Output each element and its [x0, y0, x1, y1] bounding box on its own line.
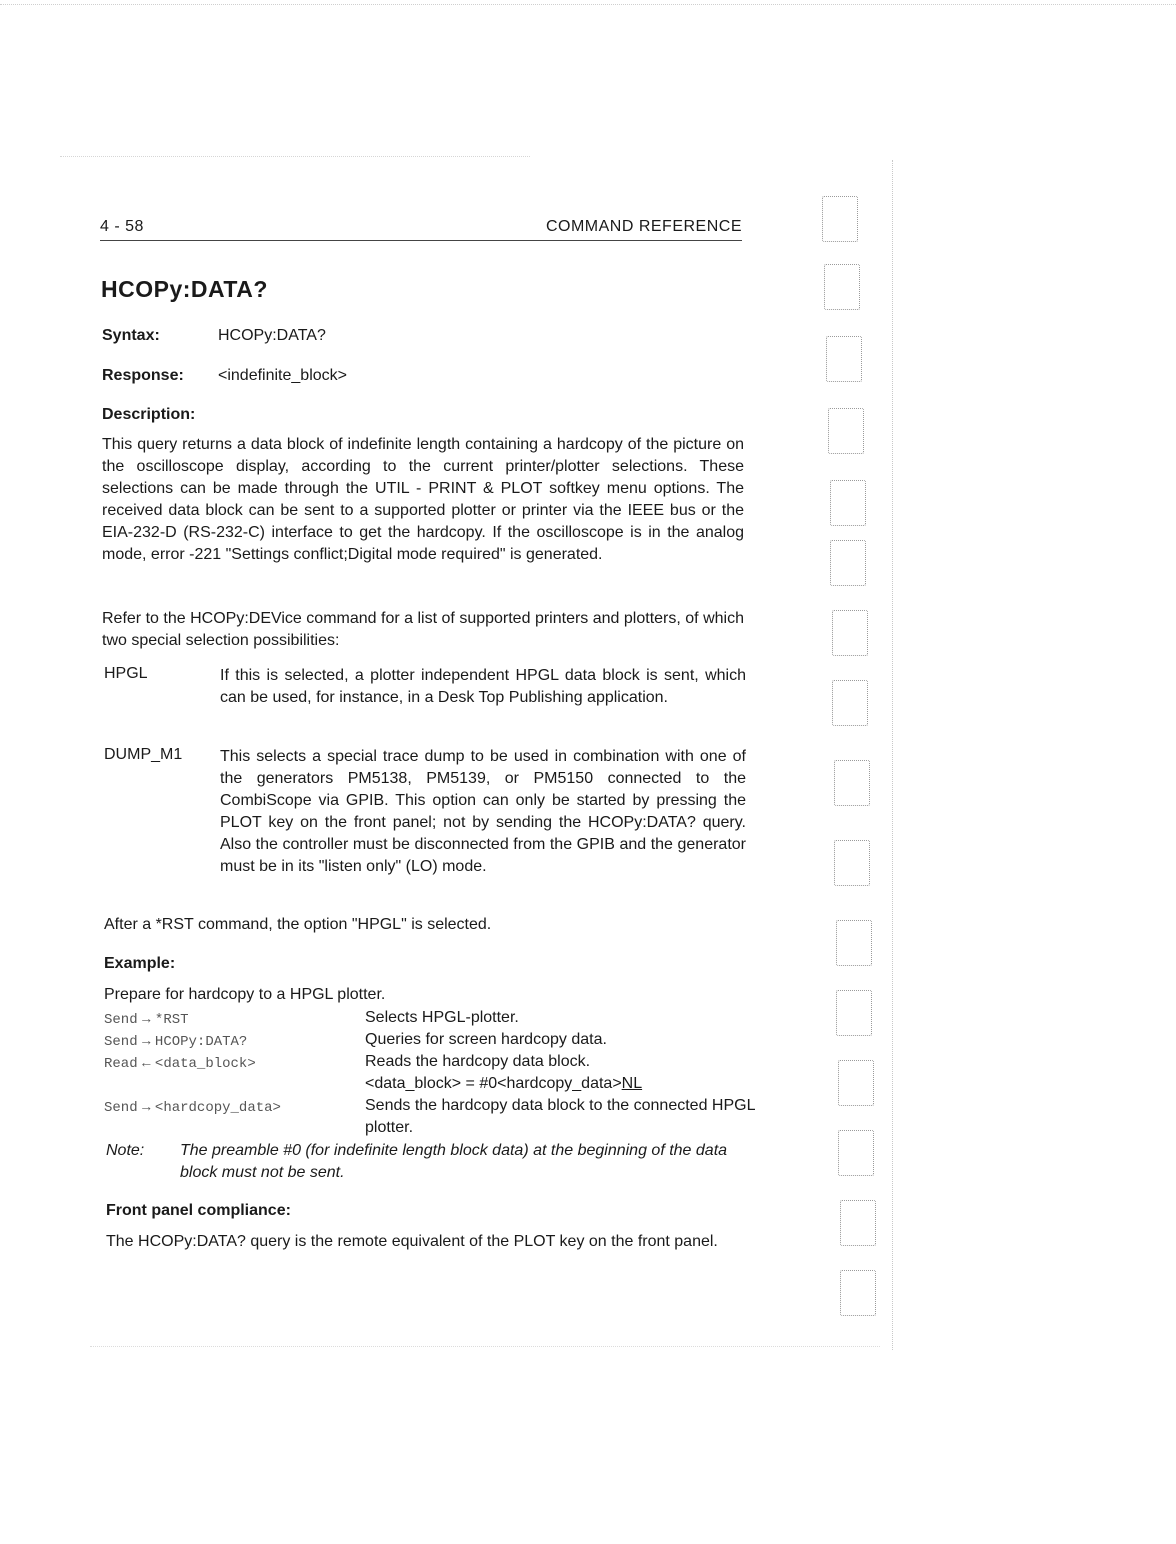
option-term-dump: DUMP_M1: [104, 746, 183, 763]
page-scan-edge: [0, 4, 1176, 5]
arrow-icon: ←: [142, 1056, 151, 1072]
example-code: <hardcopy_data>: [154, 1100, 281, 1116]
thumb-tab-mark: [840, 1270, 876, 1316]
data-block-definition: [365, 1073, 755, 1095]
front-panel-label: Front panel compliance:: [106, 1202, 291, 1219]
page-header: [100, 218, 742, 241]
thumb-tab-mark: [832, 680, 868, 726]
page-number: 4 - 58: [100, 218, 144, 235]
example-verb: Send: [104, 1100, 138, 1116]
rst-note: After a *RST command, the option "HPGL" is selected.: [104, 916, 492, 933]
note-label: Note:: [106, 1142, 145, 1159]
example-intro: Prepare for hardcopy to a HPGL plotter.: [104, 986, 386, 1003]
thumb-tab-mark: [830, 540, 866, 586]
thumb-tab-mark: [838, 1060, 874, 1106]
example-label: Example:: [104, 955, 176, 972]
thumb-tab-mark: [834, 840, 870, 886]
example-description: Queries for screen hardcopy data.: [365, 1031, 607, 1048]
response-value: <indefinite_block>: [218, 367, 347, 384]
nl-symbol: NL: [621, 1075, 643, 1092]
example-code: <data_block>: [154, 1056, 256, 1072]
thumb-tab-mark: [838, 1130, 874, 1176]
arrow-icon: →: [142, 1012, 151, 1028]
thumb-tab-mark: [830, 480, 866, 526]
example-code: *RST: [154, 1012, 189, 1028]
thumb-tab-mark: [836, 920, 872, 966]
arrow-icon: →: [142, 1100, 151, 1116]
syntax-value: HCOPy:DATA?: [218, 327, 326, 344]
syntax-label: Syntax:: [102, 327, 160, 344]
example-row: [104, 1052, 364, 1075]
description-label: Description:: [102, 406, 196, 423]
thumb-tab-mark: [824, 264, 860, 310]
thumb-tab-mark: [832, 610, 868, 656]
example-description: Sends the hardcopy data block to the connected HPGL plotter.: [365, 1097, 755, 1136]
thumb-index-strip: [812, 160, 893, 1350]
section-title: COMMAND REFERENCE: [545, 218, 742, 235]
note-text: The preamble #0 (for indefinite length block data) at the beginning of the data block must not be sent.: [180, 1142, 728, 1181]
thumb-tab-mark: [828, 408, 864, 454]
thumb-tab-mark: [834, 760, 870, 806]
example-row: [104, 1096, 364, 1119]
example-verb: Send: [104, 1034, 138, 1050]
arrow-icon: →: [142, 1034, 151, 1050]
data-block-text: <data_block> = #0<hardcopy_data>: [365, 1075, 622, 1092]
example-row: [104, 1030, 364, 1053]
example-row: [104, 1008, 364, 1031]
thumb-tab-mark: [836, 990, 872, 1036]
response-label: Response:: [102, 367, 184, 384]
scan-artifact-line-bottom: [90, 1346, 880, 1347]
command-heading: HCOPy:DATA?: [101, 276, 268, 302]
option-text-dump: This selects a special trace dump to be used in combination with one of the generators PM5138, PM5139, or PM5150 connected to the CombiScope via GPIB. This option can only be started by pressing the PLOT key on the front panel; not by sending the HCOPy:DATA? query. Also the controller must be disconnected from the GPIB and the generator must be in its "listen only" (LO) mode.: [220, 748, 746, 875]
option-text-hpgl: If this is selected, a plotter independent HPGL data block is sent, which can be used, for instance, in a Desk Top Publishing application.: [220, 667, 746, 706]
option-term-hpgl: HPGL: [104, 665, 148, 682]
thumb-tab-mark: [822, 196, 858, 242]
thumb-tab-mark: [826, 336, 862, 382]
description-paragraph: This query returns a data block of indefinite length containing a hardcopy of the picture on the oscilloscope display, according to the current printer/plotter selections. These selections can be made through the UTIL - PRINT & PLOT softkey menu options. The received data block can be sent to a supported plotter or printer via the IEEE bus or the EIA-232-D (RS-232-C) interface to get the hardcopy. If the oscilloscope is in the analog mode, error -221 "Settings conflict;Digital mode required" is generated.: [102, 436, 744, 563]
example-verb: Send: [104, 1012, 138, 1028]
thumb-tab-mark: [840, 1200, 876, 1246]
scan-artifact-line: [60, 156, 530, 157]
example-verb: Read: [104, 1056, 138, 1072]
front-panel-text: The HCOPy:DATA? query is the remote equivalent of the PLOT key on the front panel.: [106, 1233, 718, 1250]
example-code: HCOPy:DATA?: [154, 1034, 248, 1050]
example-description: Reads the hardcopy data block.: [365, 1053, 591, 1070]
example-description: Selects HPGL-plotter.: [365, 1009, 519, 1026]
devices-paragraph: Refer to the HCOPy:DEVice command for a list of supported printers and plotters, of which two special selection possibilities:: [102, 610, 744, 649]
